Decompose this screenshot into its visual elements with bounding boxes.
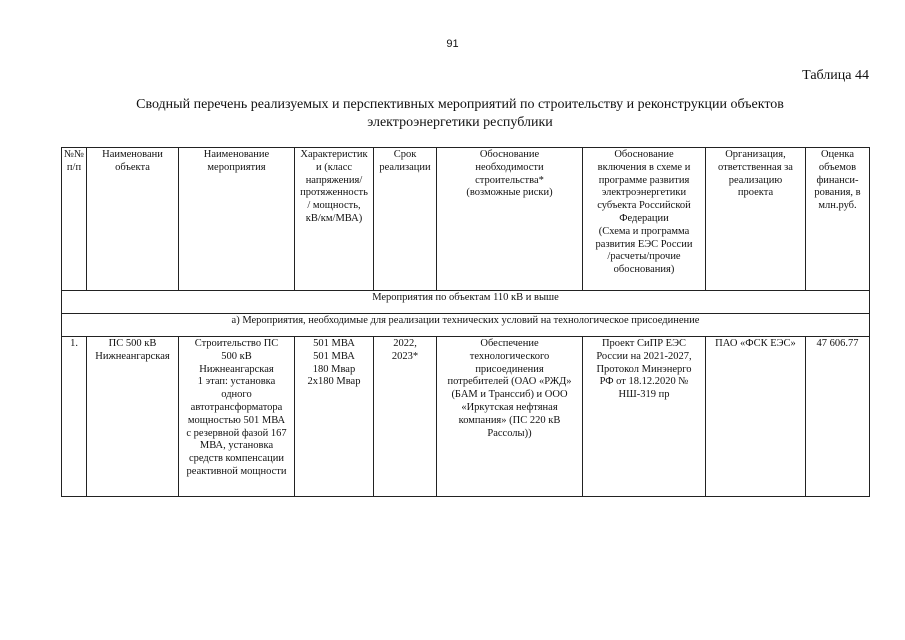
cell-object: ПС 500 кВ Нижнеангарская	[87, 337, 179, 497]
header-cell-inclusion: Обоснование включения в схеме и программе развития электроэнергетики субъекта Российской Федерации (Схема и программа развития ЕЭС России /расчеты/прочие обоснования)	[583, 148, 706, 291]
header-cell-term: Срок реализации	[374, 148, 437, 291]
header-cell-financing: Оценка объемов финанси- рования, в млн.руб.	[806, 148, 870, 291]
cell-characteristics: 501 МВА 501 МВА 180 Мвар 2x180 Мвар	[295, 337, 374, 497]
header-cell-justification: Обоснование необходимости строительства* (возможные риски)	[437, 148, 583, 291]
table-label: Таблица 44	[802, 68, 869, 83]
subsection-title-technical-conditions: а) Мероприятия, необходимые для реализации технических условий на технологическое присоединение	[62, 314, 870, 337]
cell-inclusion: Проект СиПР ЕЭС России на 2021-2027, Протокол Минэнерго РФ от 18.12.2020 № НШ-319 пр	[583, 337, 706, 497]
section-title-110kv: Мероприятия по объектам 110 кВ и выше	[62, 291, 870, 314]
measures-table	[61, 147, 870, 497]
header-cell-organization: Организация, ответственная за реализацию проекта	[706, 148, 806, 291]
header-cell-measure: Наименование мероприятия	[179, 148, 295, 291]
table-row	[62, 337, 870, 497]
cell-number: 1.	[62, 337, 87, 497]
subsection-row	[62, 314, 870, 337]
section-row	[62, 291, 870, 314]
cell-organization: ПАО «ФСК ЕЭС»	[706, 337, 806, 497]
header-cell-characteristics: Характеристик и (класс напряжения/ протяженность / мощность, кВ/км/МВА)	[295, 148, 374, 291]
cell-justification: Обеспечение технологического присоединения потребителей (ОАО «РЖД» (БАМ и Транссиб) и ООО «Иркутская нефтяная компания» (ПС 220 кВ Рассолы))	[437, 337, 583, 497]
cell-measure: Строительство ПС 500 кВ Нижнеангарская 1 этап: установка одного автотрансформатора мощностью 501 МВА с резервной фазой 167 МВА, установка средств компенсации реактивной мощности	[179, 337, 295, 497]
cell-term: 2022, 2023*	[374, 337, 437, 497]
page-number: 91	[446, 38, 459, 50]
document-title: Сводный перечень реализуемых и перспективных мероприятий по строительству и реконструкции объектов электроэнергетики республики	[136, 97, 784, 130]
header-row	[62, 148, 870, 291]
header-cell-number: №№ п/п	[62, 148, 87, 291]
cell-financing: 47 606.77	[806, 337, 870, 497]
header-cell-object: Наименовани объекта	[87, 148, 179, 291]
